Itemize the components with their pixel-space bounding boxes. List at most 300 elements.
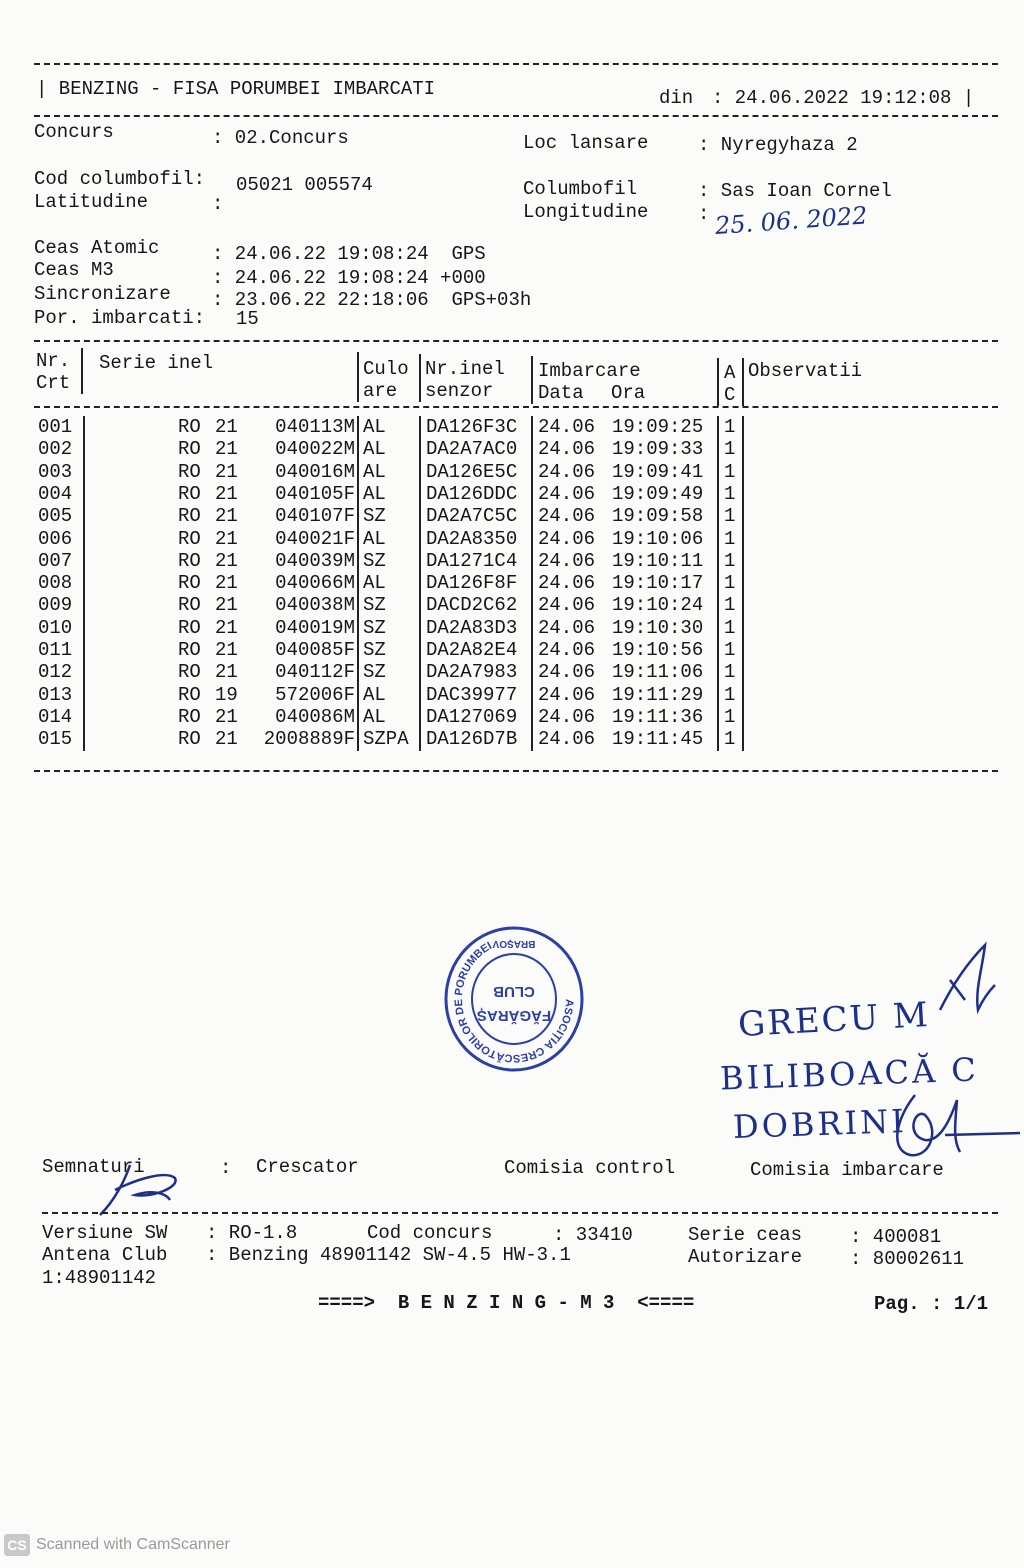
cell-sensor: DA2A7AC0 <box>426 438 518 461</box>
column-separator <box>357 572 359 595</box>
cell-sensor: DA2A82E4 <box>426 639 518 661</box>
ceas-m3-value: : 24.06.22 19:08:24 +000 <box>212 267 486 289</box>
autorizare-label: Autorizare <box>688 1246 803 1268</box>
column-separator <box>717 483 719 506</box>
divider <box>34 340 998 342</box>
columbofil-label: Columbofil <box>523 178 638 200</box>
column-separator <box>419 483 421 506</box>
column-separator <box>717 661 719 684</box>
cell-year: 21 <box>215 616 238 639</box>
cell-year: 21 <box>215 460 238 483</box>
cell-date: 24.06 <box>538 572 596 595</box>
column-separator <box>717 505 719 528</box>
column-separator <box>717 461 719 484</box>
latitudine-label: Latitudine <box>34 191 149 213</box>
cell-color: AL <box>363 438 386 461</box>
cell-color: SZ <box>363 616 386 639</box>
column-separator <box>357 505 359 528</box>
cell-nr: 007 <box>38 549 73 572</box>
cell-nr: 004 <box>38 482 73 505</box>
header-imbarcare: Imbarcare <box>538 360 641 382</box>
cell-date: 24.06 <box>538 438 596 461</box>
column-separator <box>83 416 85 439</box>
loc-lansare-value: : Nyregyhaza 2 <box>698 134 858 156</box>
cell-country: RO <box>178 639 201 661</box>
header-ora: Ora <box>611 382 646 404</box>
cell-time: 19:09:41 <box>612 460 704 483</box>
column-separator <box>419 728 421 751</box>
cell-year: 21 <box>215 438 238 461</box>
column-separator <box>531 706 533 729</box>
cell-date: 24.06 <box>538 594 596 617</box>
cell-country: RO <box>178 728 201 751</box>
cell-year: 21 <box>215 594 238 617</box>
cell-sensor: DA126F8F <box>426 572 518 595</box>
cell-ac: 1 <box>724 438 736 461</box>
column-separator <box>357 352 359 402</box>
autorizare-value: : 80002611 <box>850 1248 965 1270</box>
cell-country: RO <box>178 683 201 706</box>
cell-date: 24.06 <box>538 549 596 572</box>
cell-ring: 040105F <box>275 482 355 505</box>
cell-time: 19:10:30 <box>612 616 704 639</box>
cell-nr: 003 <box>38 460 73 483</box>
cell-date: 24.06 <box>538 728 596 751</box>
column-separator <box>357 684 359 707</box>
cell-time: 19:11:36 <box>612 705 704 728</box>
signature-scribble <box>930 940 1000 1025</box>
cell-time: 19:10:24 <box>612 594 704 617</box>
cell-date: 24.06 <box>538 460 596 483</box>
cod-concurs-value: : 33410 <box>553 1224 633 1246</box>
cell-country: RO <box>178 416 201 438</box>
table-row <box>0 505 1024 527</box>
cell-ring: 040112F <box>275 661 355 684</box>
handwritten-name-1: GRECU M <box>737 995 931 1045</box>
column-separator <box>717 706 719 729</box>
cell-country: RO <box>178 482 201 505</box>
table-row <box>0 438 1024 460</box>
cell-color: SZ <box>363 639 386 661</box>
cell-nr: 005 <box>38 505 73 528</box>
cell-time: 19:11:29 <box>612 683 704 706</box>
header-data: Data <box>538 382 584 404</box>
column-separator <box>419 528 421 551</box>
column-separator <box>717 594 719 617</box>
cell-ac: 1 <box>724 572 736 595</box>
cell-date: 24.06 <box>538 705 596 728</box>
cell-year: 21 <box>215 661 238 684</box>
cell-sensor: DA126D7B <box>426 728 518 751</box>
divider <box>34 115 998 117</box>
cell-time: 19:10:17 <box>612 572 704 595</box>
column-separator <box>717 416 719 439</box>
column-separator <box>357 639 359 662</box>
column-separator <box>419 639 421 662</box>
divider <box>34 406 998 408</box>
column-separator <box>531 550 533 573</box>
cell-ac: 1 <box>724 527 736 550</box>
cell-sensor: DA2A7983 <box>426 661 518 684</box>
cell-date: 24.06 <box>538 416 596 438</box>
column-separator <box>419 438 421 461</box>
antena-label: Antena Club <box>42 1244 168 1266</box>
concurs-value: : 02.Concurs <box>212 127 349 149</box>
table-row <box>0 728 1024 750</box>
column-separator <box>742 728 744 751</box>
cell-year: 21 <box>215 639 238 661</box>
column-separator <box>357 617 359 640</box>
column-separator <box>81 348 83 394</box>
cell-color: AL <box>363 705 386 728</box>
column-separator <box>419 684 421 707</box>
cell-country: RO <box>178 661 201 684</box>
signature-scribble <box>885 1080 1024 1170</box>
column-separator <box>419 572 421 595</box>
club-stamp <box>443 925 585 1073</box>
cell-nr: 015 <box>38 728 73 751</box>
cell-color: AL <box>363 527 386 550</box>
column-separator <box>83 505 85 528</box>
column-separator <box>531 438 533 461</box>
cell-year: 21 <box>215 505 238 528</box>
column-separator <box>742 461 744 484</box>
cell-year: 21 <box>215 416 238 438</box>
header-nr-inel: Nr.inel <box>425 358 505 380</box>
cell-time: 19:09:58 <box>612 505 704 528</box>
column-separator <box>742 617 744 640</box>
cell-date: 24.06 <box>538 616 596 639</box>
cell-ac: 1 <box>724 416 736 438</box>
column-separator <box>717 528 719 551</box>
cell-ac: 1 <box>724 505 736 528</box>
handwritten-name-2: BILIBOACĂ C <box>719 1050 980 1098</box>
header-ac-2: C <box>724 384 736 406</box>
cell-ring: 2008889F <box>263 728 355 751</box>
table-row <box>0 684 1024 706</box>
cell-ring: 040085F <box>275 639 355 661</box>
cell-country: RO <box>178 505 201 528</box>
cell-nr: 014 <box>38 705 73 728</box>
column-separator <box>419 550 421 573</box>
cell-nr: 008 <box>38 572 73 595</box>
cell-date: 24.06 <box>538 527 596 550</box>
table-row <box>0 594 1024 616</box>
column-separator <box>419 617 421 640</box>
cell-color: SZ <box>363 594 386 617</box>
column-separator <box>531 505 533 528</box>
cell-color: SZ <box>363 549 386 572</box>
divider <box>34 63 998 65</box>
column-separator <box>531 416 533 439</box>
por-imbarcati-value: 15 <box>236 308 259 330</box>
cell-ac: 1 <box>724 661 736 684</box>
serie-ceas-value: : 400081 <box>850 1226 942 1248</box>
column-separator <box>531 461 533 484</box>
column-separator <box>531 617 533 640</box>
cell-sensor: DAC39977 <box>426 683 518 706</box>
scanner-watermark <box>4 1534 230 1560</box>
cell-nr: 009 <box>38 594 73 617</box>
cell-ac: 1 <box>724 460 736 483</box>
cell-date: 24.06 <box>538 505 596 528</box>
cell-ring: 572006F <box>275 683 355 706</box>
divider <box>34 770 998 772</box>
cell-date: 24.06 <box>538 661 596 684</box>
column-separator <box>531 356 533 404</box>
cell-year: 21 <box>215 572 238 595</box>
camscanner-logo: CS <box>4 1534 30 1556</box>
column-separator <box>742 639 744 662</box>
cell-color: AL <box>363 482 386 505</box>
cell-sensor: DA2A83D3 <box>426 616 518 639</box>
cell-ac: 1 <box>724 594 736 617</box>
cell-year: 21 <box>215 705 238 728</box>
column-separator <box>83 594 85 617</box>
column-separator <box>83 438 85 461</box>
cell-color: SZPA <box>363 728 409 751</box>
columbofil-value: : Sas Ioan Cornel <box>698 180 892 202</box>
cell-color: AL <box>363 460 386 483</box>
column-separator <box>419 505 421 528</box>
cell-nr: 006 <box>38 527 73 550</box>
column-separator <box>419 706 421 729</box>
column-separator <box>83 661 85 684</box>
concurs-label: Concurs <box>34 121 114 143</box>
ceas-atomic-label: Ceas Atomic <box>34 237 160 259</box>
column-separator <box>83 528 85 551</box>
cell-ac: 1 <box>724 549 736 572</box>
column-separator <box>531 572 533 595</box>
stamp-top-text: BRAȘOV <box>492 938 536 949</box>
header-culoare-1: Culo <box>363 358 409 380</box>
column-separator <box>83 483 85 506</box>
header-observatii: Observatii <box>748 360 863 382</box>
cell-time: 19:11:06 <box>612 661 704 684</box>
table-row <box>0 706 1024 728</box>
cell-country: RO <box>178 438 201 461</box>
cell-time: 19:10:06 <box>612 527 704 550</box>
page-number: Pag. : 1/1 <box>874 1293 989 1315</box>
column-separator <box>717 358 719 406</box>
column-separator <box>717 550 719 573</box>
column-separator <box>531 528 533 551</box>
column-separator <box>357 461 359 484</box>
table-row <box>0 416 1024 438</box>
column-separator <box>357 416 359 439</box>
cell-ring: 040113M <box>275 416 355 438</box>
column-separator <box>83 550 85 573</box>
header-nr: Nr. <box>36 350 71 372</box>
cell-date: 24.06 <box>538 639 596 661</box>
column-separator <box>357 483 359 506</box>
cell-nr: 013 <box>38 683 73 706</box>
longitudine-label: Longitudine <box>523 201 649 223</box>
cell-country: RO <box>178 705 201 728</box>
cell-ac: 1 <box>724 728 736 751</box>
latitudine-value: : <box>212 193 224 215</box>
cell-nr: 002 <box>38 438 73 461</box>
column-separator <box>419 354 421 402</box>
document-title: | BENZING - FISA PORUMBEI IMBARCATI <box>36 78 436 100</box>
column-separator <box>83 728 85 751</box>
cell-ring: 040039M <box>275 549 355 572</box>
crescator-label: Crescator <box>256 1156 359 1178</box>
cell-ring: 040016M <box>275 460 355 483</box>
column-separator <box>357 528 359 551</box>
cod-columbofil-value: 05021 005574 <box>236 174 373 196</box>
column-separator <box>742 438 744 461</box>
cell-ring: 040086M <box>275 705 355 728</box>
column-separator <box>357 728 359 751</box>
cell-time: 19:10:56 <box>612 639 704 661</box>
column-separator <box>742 416 744 439</box>
table-row <box>0 661 1024 683</box>
cell-country: RO <box>178 460 201 483</box>
cell-sensor: DA126E5C <box>426 460 518 483</box>
divider <box>42 1212 998 1214</box>
cell-ac: 1 <box>724 482 736 505</box>
stamp-center-2: FĂGĂRAȘ <box>476 1007 552 1024</box>
versiune-label: Versiune SW <box>42 1222 168 1244</box>
cell-nr: 012 <box>38 661 73 684</box>
cell-sensor: DA2A7C5C <box>426 505 518 528</box>
comisia-imbarcare-label: Comisia imbarcare <box>750 1159 944 1181</box>
cell-time: 19:09:25 <box>612 416 704 438</box>
cell-nr: 010 <box>38 616 73 639</box>
loc-lansare-label: Loc lansare <box>523 132 649 154</box>
semnaturi-colon: : <box>220 1157 232 1179</box>
column-separator <box>742 572 744 595</box>
versiune-value: : RO-1.8 <box>206 1222 298 1244</box>
column-separator <box>531 661 533 684</box>
column-separator <box>531 728 533 751</box>
column-separator <box>419 461 421 484</box>
column-separator <box>419 661 421 684</box>
column-separator <box>83 572 85 595</box>
column-separator <box>717 617 719 640</box>
column-separator <box>742 706 744 729</box>
cell-date: 24.06 <box>538 683 596 706</box>
cell-ring: 040038M <box>275 594 355 617</box>
column-separator <box>83 684 85 707</box>
cell-color: AL <box>363 572 386 595</box>
cell-country: RO <box>178 549 201 572</box>
column-separator <box>742 684 744 707</box>
cell-time: 19:11:45 <box>612 728 704 751</box>
cell-ring: 040107F <box>275 505 355 528</box>
por-imbarcati-label: Por. imbarcati: <box>34 307 206 329</box>
semnaturi-label: Semnaturi <box>42 1156 145 1178</box>
column-separator <box>742 528 744 551</box>
ceas-m3-label: Ceas M3 <box>34 259 114 281</box>
handwritten-name-3: DOBRINI <box>732 1101 908 1147</box>
cell-ring: 040019M <box>275 616 355 639</box>
table-row <box>0 483 1024 505</box>
cell-ac: 1 <box>724 683 736 706</box>
stamp-center-1: CLUB <box>493 983 535 1000</box>
cell-sensor: DA126DDC <box>426 482 518 505</box>
cell-year: 21 <box>215 527 238 550</box>
column-separator <box>742 594 744 617</box>
header-culoare-2: are <box>363 380 398 402</box>
header-senzor: senzor <box>425 380 494 402</box>
cod-concurs-label: Cod concurs <box>367 1222 493 1244</box>
column-separator <box>357 661 359 684</box>
column-separator <box>531 483 533 506</box>
cell-sensor: DA1271C4 <box>426 549 518 572</box>
cell-nr: 001 <box>38 416 73 438</box>
cell-sensor: DA126F3C <box>426 416 518 438</box>
cell-color: AL <box>363 683 386 706</box>
cell-country: RO <box>178 527 201 550</box>
cell-year: 21 <box>215 482 238 505</box>
cell-year: 21 <box>215 728 238 751</box>
sincronizare-value: : 23.06.22 22:18:06 GPS+03h <box>212 289 532 311</box>
cell-sensor: DACD2C62 <box>426 594 518 617</box>
cell-date: 24.06 <box>538 482 596 505</box>
column-separator <box>419 416 421 439</box>
sincronizare-label: Sincronizare <box>34 283 171 305</box>
longitudine-value: : <box>698 203 710 225</box>
table-body <box>0 416 1024 756</box>
cell-ac: 1 <box>724 616 736 639</box>
comisia-control-label: Comisia control <box>504 1157 676 1179</box>
stamp-ring-text: ASOCIȚIA CRESCĂTORILOR DE PORUMBEI <box>452 940 576 1065</box>
benzing-banner: ====> B E N Z I N G - M 3 <==== <box>318 1292 695 1314</box>
table-row <box>0 550 1024 572</box>
table-row <box>0 639 1024 661</box>
cell-year: 19 <box>215 683 238 706</box>
column-separator <box>83 639 85 662</box>
club-id: 1:48901142 <box>42 1267 157 1289</box>
table-row <box>0 617 1024 639</box>
column-separator <box>717 438 719 461</box>
column-separator <box>531 684 533 707</box>
column-separator <box>357 438 359 461</box>
cell-ring: 040021F <box>275 527 355 550</box>
column-separator <box>742 483 744 506</box>
date-label: din <box>659 87 694 109</box>
cell-country: RO <box>178 594 201 617</box>
column-separator <box>83 706 85 729</box>
column-separator <box>531 639 533 662</box>
cell-ac: 1 <box>724 639 736 661</box>
print-date: : 24.06.2022 19:12:08 | <box>712 87 975 109</box>
antena-value: : Benzing 48901142 SW-4.5 HW-3.1 <box>206 1244 571 1266</box>
header-ac-1: A <box>724 362 736 384</box>
cell-ring: 040022M <box>275 438 355 461</box>
column-separator <box>531 594 533 617</box>
cell-time: 19:09:49 <box>612 482 704 505</box>
column-separator <box>717 684 719 707</box>
cell-ring: 040066M <box>275 572 355 595</box>
header-crt: Crt <box>36 372 71 394</box>
cell-time: 19:10:11 <box>612 549 704 572</box>
cell-sensor: DA127069 <box>426 705 518 728</box>
column-separator <box>419 594 421 617</box>
cod-columbofil-label: Cod columbofil: <box>34 168 206 190</box>
cell-color: SZ <box>363 661 386 684</box>
column-separator <box>742 661 744 684</box>
cell-year: 21 <box>215 549 238 572</box>
cell-country: RO <box>178 616 201 639</box>
cell-nr: 011 <box>38 639 73 661</box>
column-separator <box>717 639 719 662</box>
column-separator <box>717 728 719 751</box>
column-separator <box>357 594 359 617</box>
camscanner-text: Scanned with CamScanner <box>36 1536 230 1554</box>
